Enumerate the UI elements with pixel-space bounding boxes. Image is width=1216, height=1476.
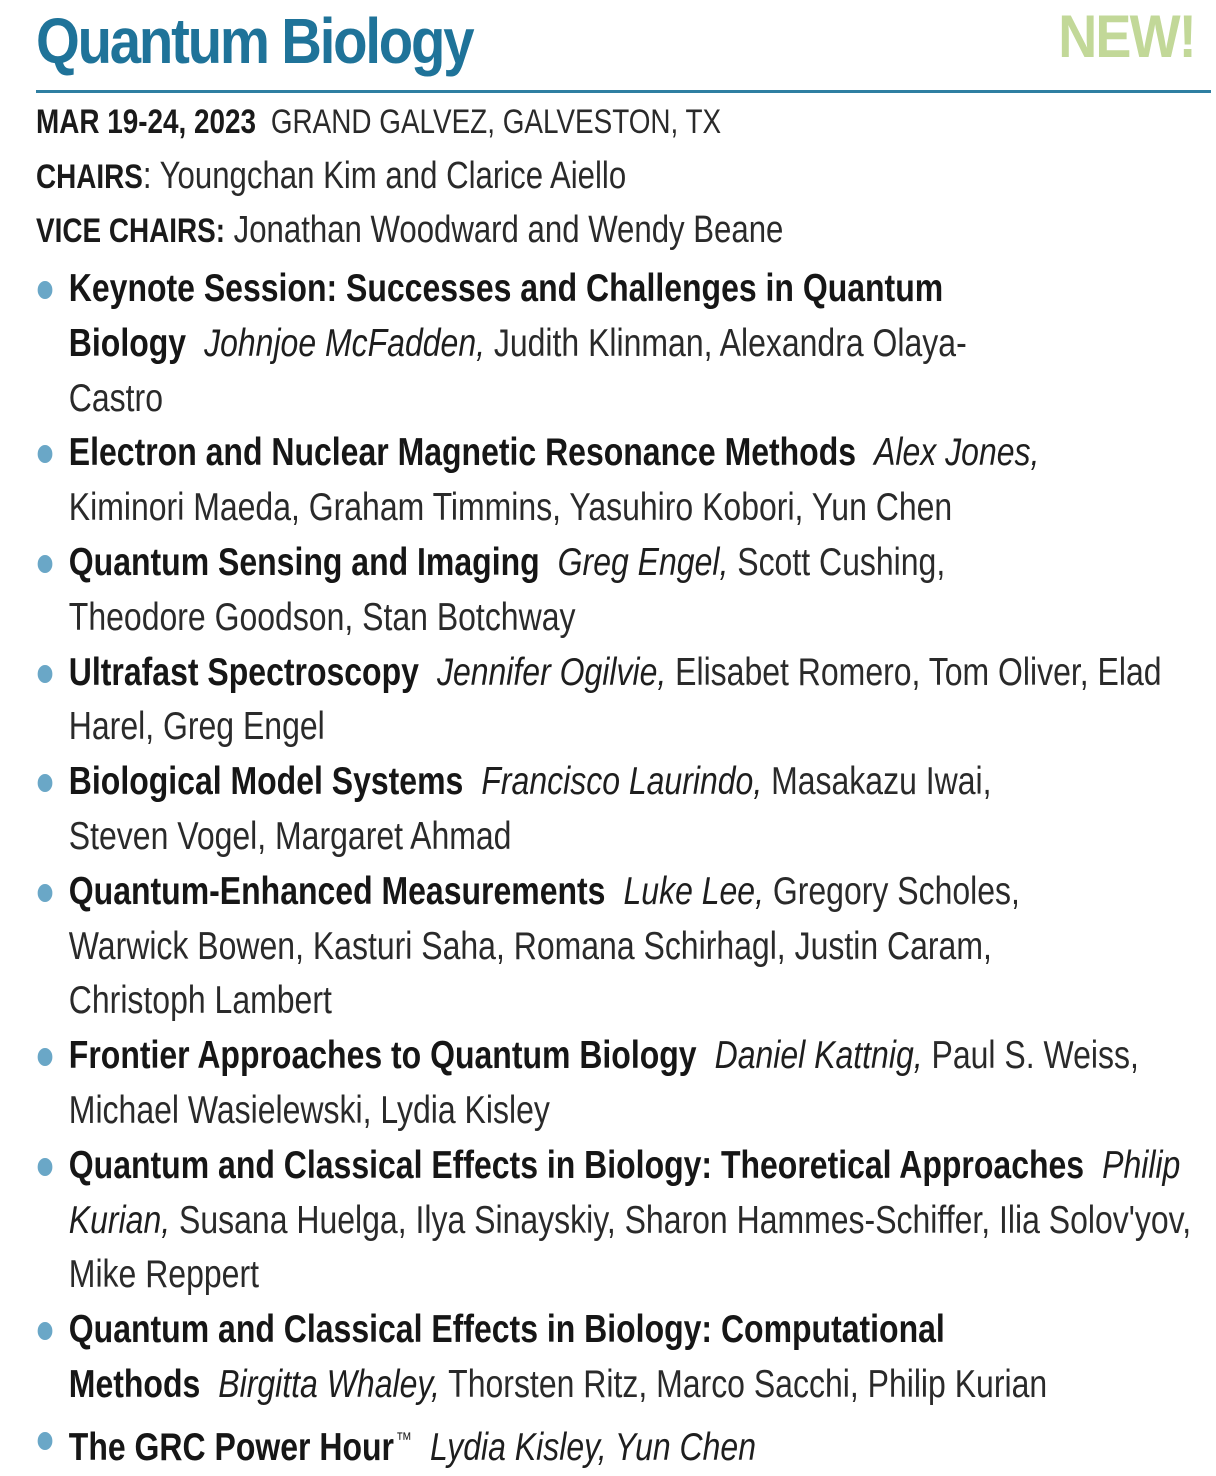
session-speakers: Scott Cushing, Theodore Goodson, Stan Botchway xyxy=(68,540,946,639)
vice-chairs-line xyxy=(36,210,783,252)
session-title: Ultrafast Spectroscopy xyxy=(68,650,419,694)
conference-header xyxy=(36,0,1211,93)
session-list xyxy=(36,262,1192,1476)
conference-title: Quantum Biology xyxy=(36,5,473,77)
trademark-mark: ™ xyxy=(395,1428,413,1451)
session-title: Quantum Sensing and Imaging xyxy=(68,540,540,584)
session-lead-speaker: Greg Engel, xyxy=(557,540,729,584)
session-speakers: Gregory Scholes, Warwick Bowen, Kasturi Saha, Romana Schirhagl, Justin Caram, Christoph Lambert xyxy=(68,869,1020,1023)
session-item xyxy=(36,1303,1192,1413)
bullet-icon xyxy=(38,1048,53,1066)
session-speakers: Elisabet Romero, Tom Oliver, Elad Harel, Greg Engel xyxy=(68,650,1162,749)
bullet-icon xyxy=(38,665,53,683)
vice-chairs-names: Jonathan Woodward and Wendy Beane xyxy=(224,209,784,251)
session-lead-speaker: Daniel Kattnig, xyxy=(714,1034,923,1078)
conference-location: GRAND GALVEZ, GALVESTON, TX xyxy=(270,103,722,141)
session-lead-speaker: Philip Kurian, xyxy=(68,1143,1181,1242)
date-location-line xyxy=(36,104,721,141)
session-lead-speaker: Francisco Laurindo, xyxy=(481,760,763,804)
session-lead-speaker: Luke Lee, xyxy=(623,869,764,913)
session-title: Quantum and Classical Effects in Biology: Computational Methods xyxy=(68,1308,945,1406)
bullet-icon xyxy=(38,774,53,792)
session-title: Quantum and Classical Effects in Biology: Theoretical Approaches xyxy=(68,1143,1085,1187)
session-title: Electron and Nuclear Magnetic Resonance Methods xyxy=(68,431,857,475)
session-speakers: Paul S. Weiss, Michael Wasielewski, Lydia Kisley xyxy=(68,1034,1139,1132)
session-item xyxy=(36,262,1028,426)
session-speakers: Kiminori Maeda, Graham Timmins, Yasuhiro Kobori, Yun Chen xyxy=(68,486,953,530)
chairs-names: Youngchan Kim and Clarice Aiello xyxy=(151,155,627,197)
bullet-icon xyxy=(38,1158,53,1176)
bullet-icon xyxy=(38,884,53,902)
session-item xyxy=(36,426,1135,536)
session-item xyxy=(36,1139,1192,1303)
session-lead-speaker: Alex Jones, xyxy=(874,431,1040,475)
session-title: Quantum-Enhanced Measurements xyxy=(68,869,606,913)
session-lead-speaker: Birgitta Whaley, xyxy=(218,1362,440,1406)
session-speakers: Thorsten Ritz, Marco Sacchi, Philip Kurian xyxy=(439,1362,1048,1406)
session-speakers: Masakazu Iwai, Steven Vogel, Margaret Ahmad xyxy=(68,760,992,858)
chairs-separator: : xyxy=(142,155,152,197)
vice-chairs-label: VICE CHAIRS: xyxy=(36,212,225,250)
session-lead-speaker: Jennifer Ogilvie, xyxy=(436,650,667,694)
new-badge: NEW! xyxy=(1058,3,1195,70)
chairs-line xyxy=(36,156,626,198)
session-title: Biological Model Systems xyxy=(68,760,464,804)
session-title: Frontier Approaches to Quantum Biology xyxy=(68,1034,697,1078)
bullet-icon xyxy=(38,555,53,573)
bullet-icon xyxy=(38,281,53,299)
session-item xyxy=(36,536,1020,646)
session-title: Keynote Session: Successes and Challenges in Quantum Biology xyxy=(68,267,944,365)
session-speakers: Susana Huelga, Ilya Sinayskiy, Sharon Hammes-Schiffer, Ilia Solov'yov, Mike Reppert xyxy=(68,1198,1192,1297)
bullet-icon xyxy=(38,445,53,463)
session-lead-speaker: Lydia Kisley, Yun Chen xyxy=(430,1425,756,1469)
conference-dates: MAR 19-24, 2023 xyxy=(36,103,257,141)
session-speakers: Judith Klinman, Alexandra Olaya-Castro xyxy=(68,321,967,420)
session-item xyxy=(36,1413,1192,1476)
session-item xyxy=(36,865,1110,1029)
session-item xyxy=(36,755,1086,865)
bullet-icon xyxy=(38,1432,53,1450)
session-lead-speaker: Johnjoe McFadden, xyxy=(204,321,485,365)
chairs-label: CHAIRS xyxy=(36,158,143,196)
bullet-icon xyxy=(38,1322,53,1340)
session-item xyxy=(36,646,1168,756)
session-title: The GRC Power Hour xyxy=(68,1425,394,1469)
session-item xyxy=(36,1029,1209,1139)
